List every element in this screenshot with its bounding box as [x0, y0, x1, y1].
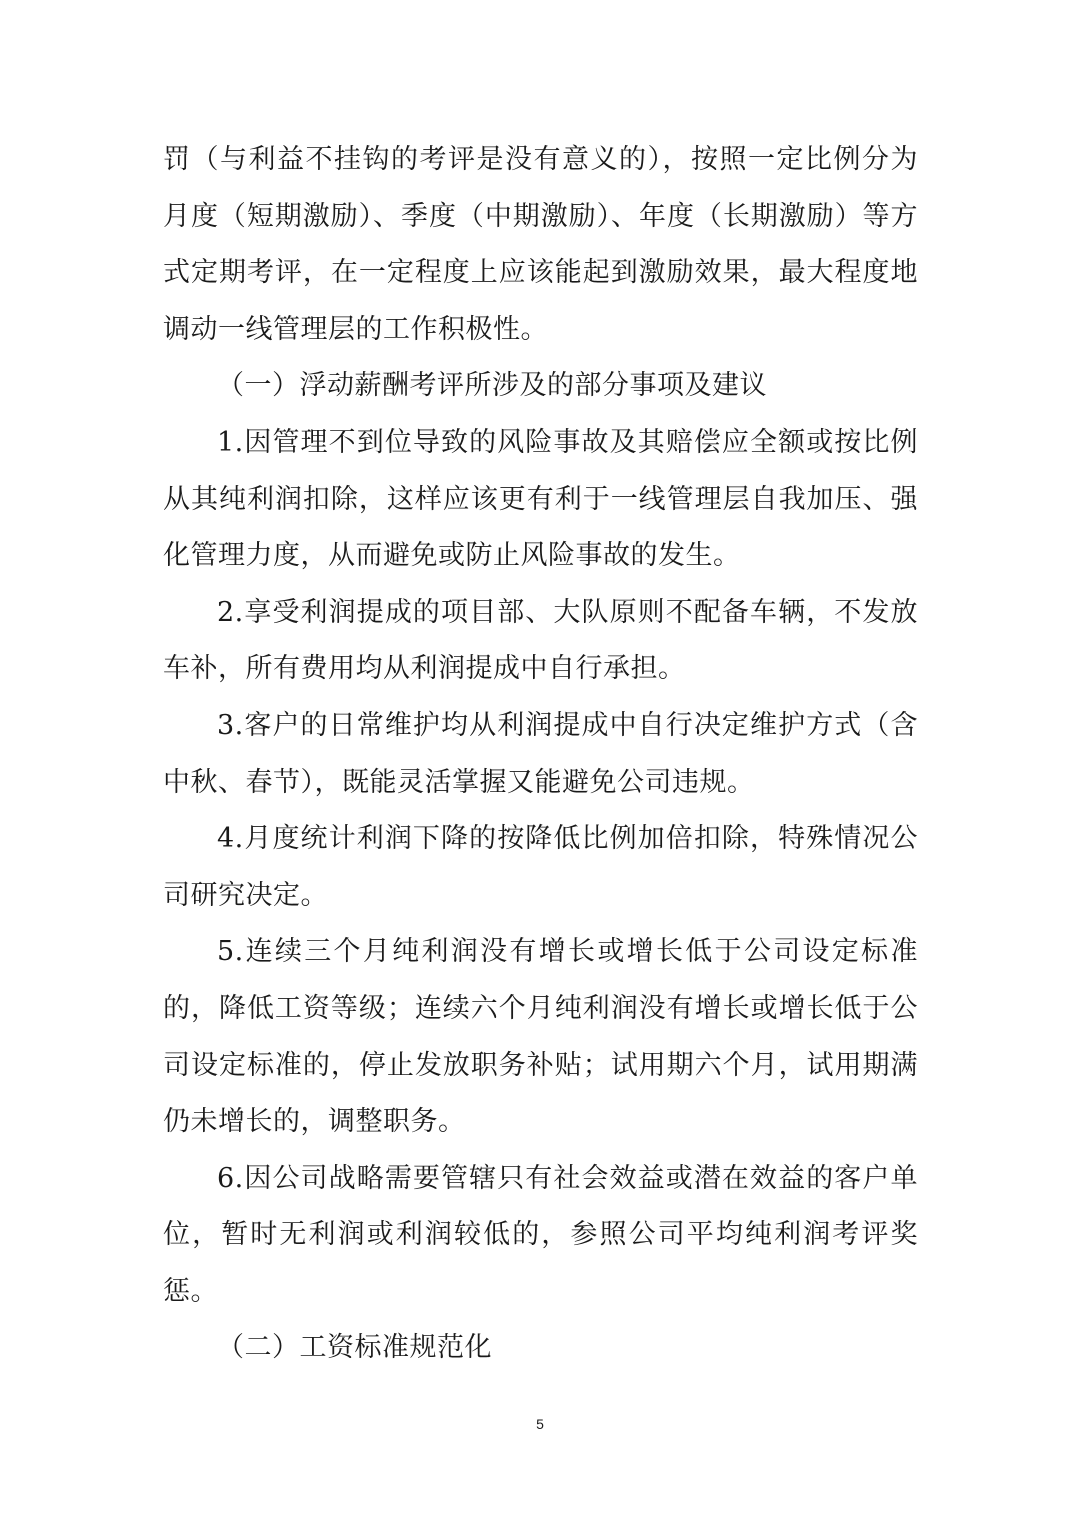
list-item-3: 3.客户的日常维护均从利润提成中自行决定维护方式（含中秋、春节），既能灵活掌握又能避免公司违规。 [163, 709, 918, 798]
section-heading-2: （二）工资标准规范化 [217, 1332, 492, 1364]
list-item-5: 5.连续三个月纯利润没有增长或增长低于公司设定标准的，降低工资等级；连续六个月纯利润没有增长或增长低于公司设定标准的，停止发放职务补贴；试用期六个月，试用期满仍未增长的，调整职务。 [163, 936, 918, 1138]
page-number: 5 [536, 1416, 544, 1432]
list-item-1: 1.因管理不到位导致的风险事故及其赔偿应全额或按比例从其纯利润扣除，这样应该更有利于一线管理层自我加压、强化管理力度，从而避免或防止风险事故的发生。 [163, 426, 918, 572]
document-body [163, 132, 918, 1377]
list-item-6: 6.因公司战略需要管辖只有社会效益或潜在效益的客户单位，暂时无利润或利润较低的，参照公司平均纯利润考评奖惩。 [163, 1162, 918, 1307]
list-item-2: 2.享受利润提成的项目部、大队原则不配备车辆，不发放车补，所有费用均从利润提成中自行承担。 [163, 596, 918, 685]
list-item-4: 4.月度统计利润下降的按降低比例加倍扣除，特殊情况公司研究决定。 [163, 823, 918, 911]
paragraph-continuation: 罚（与利益不挂钩的考评是没有意义的），按照一定比例分为月度（短期激励）、季度（中期激励）、年度（长期激励）等方式定期考评，在一定程度上应该能起到激励效果，最大程度地调动一线管理层的工作积极性。 [163, 144, 918, 345]
section-heading-1: （一）浮动薪酬考评所涉及的部分事项及建议 [217, 370, 767, 402]
